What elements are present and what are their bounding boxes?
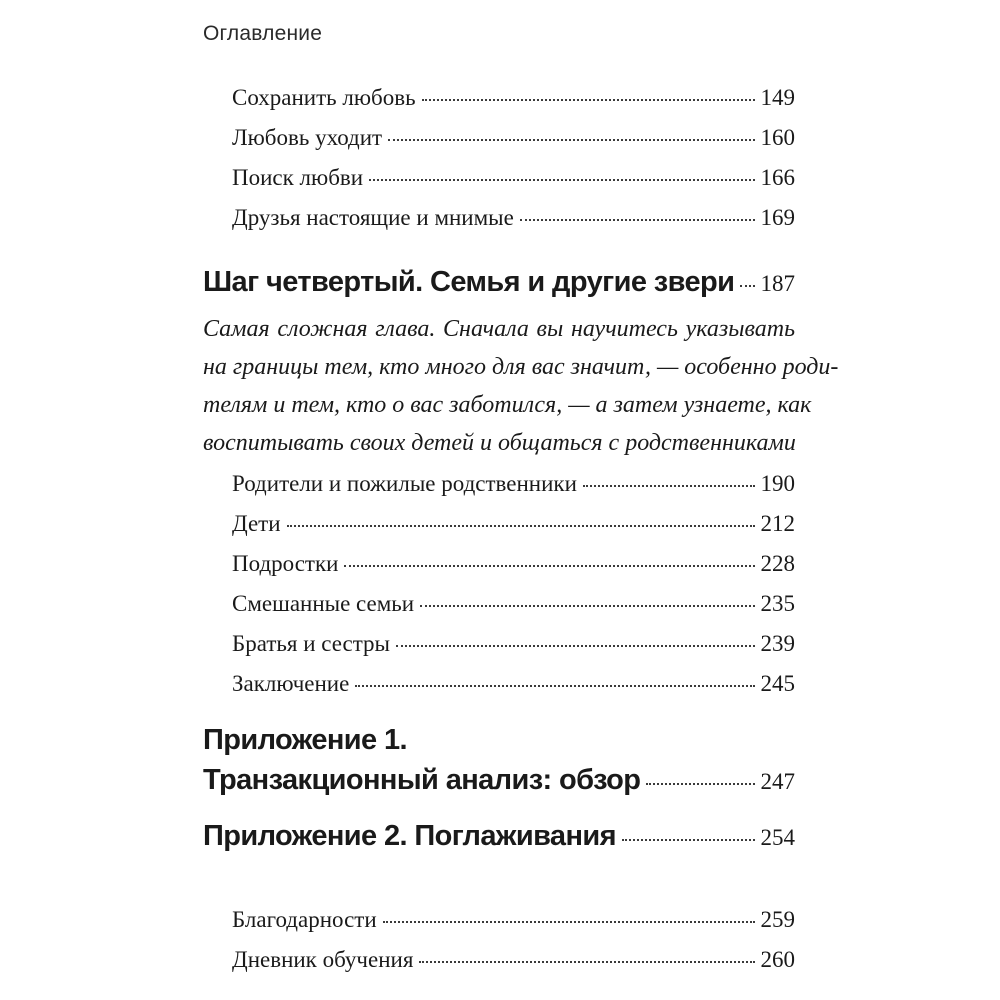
toc-entry[interactable]: [232, 906, 795, 934]
toc-entry[interactable]: [232, 670, 795, 698]
dot-leader: [287, 525, 755, 527]
chapter-title: Транзакционный анализ: обзор: [203, 764, 641, 796]
dot-leader: [622, 839, 755, 841]
toc-entry-title: Братья и сестры: [232, 631, 391, 656]
toc-entry-page: 169: [760, 205, 795, 230]
chapter-description-line: на границы тем, кто много для вас значит, — особенно роди-: [203, 354, 839, 380]
toc-entry-title: Родители и пожилые родственники: [232, 471, 577, 496]
toc-entry[interactable]: [232, 124, 795, 152]
chapter-page: 187: [760, 271, 795, 296]
appendix1-heading-line1[interactable]: Приложение 1.: [203, 724, 407, 756]
toc-entry[interactable]: [232, 630, 795, 658]
toc-entry-page: 190: [760, 471, 795, 496]
appendix2-heading[interactable]: [203, 818, 795, 856]
chapter-description-line: воспитывать своих детей и общаться с родственниками: [203, 430, 796, 456]
toc-entry-title: Поиск любви: [232, 165, 364, 190]
dot-leader: [369, 179, 754, 181]
dot-leader: [388, 139, 754, 141]
dot-leader: [646, 783, 754, 785]
toc-entry-page: 160: [760, 125, 795, 150]
toc-entry-title: Благодарности: [232, 907, 377, 932]
dot-leader: [420, 605, 754, 607]
chapter-page: 254: [760, 825, 795, 850]
toc-entry-title: Подростки: [232, 551, 339, 576]
dot-leader: [422, 99, 755, 101]
toc-entry-page: 228: [760, 551, 795, 576]
toc-entry[interactable]: [232, 946, 795, 974]
toc-entry-page: 245: [760, 671, 795, 696]
toc-entry[interactable]: [232, 204, 795, 232]
toc-entry[interactable]: [232, 84, 795, 112]
chapter-title: Шаг четвертый. Семья и другие звери: [203, 266, 735, 298]
dot-leader: [383, 921, 755, 923]
toc-entry-title: Заключение: [232, 671, 350, 696]
toc-entry[interactable]: [232, 510, 795, 538]
chapter-description-line: Самая сложная глава. Сначала вы научитесь указывать: [203, 316, 795, 342]
appendix1-heading[interactable]: [203, 762, 795, 800]
toc-entry-page: 260: [760, 947, 795, 972]
dot-leader: [520, 219, 755, 221]
toc-entry-page: 259: [760, 907, 795, 932]
toc-entry-page: 149: [760, 85, 795, 110]
toc-entry[interactable]: [232, 590, 795, 618]
toc-entry[interactable]: [232, 164, 795, 192]
toc-entry-title: Дети: [232, 511, 281, 536]
dot-leader: [344, 565, 754, 567]
toc-entry-title: Любовь уходит: [232, 125, 383, 150]
chapter-heading-step4[interactable]: [203, 264, 795, 302]
toc-entry-title: Сохранить любовь: [232, 85, 416, 110]
toc-entry-title: Дневник обучения: [232, 947, 414, 972]
dot-leader: [740, 285, 754, 287]
toc-entry[interactable]: [232, 470, 795, 498]
toc-entry-title: Друзья настоящие и мнимые: [232, 205, 514, 230]
dot-leader: [396, 645, 754, 647]
toc-entry-page: 166: [760, 165, 795, 190]
dot-leader: [583, 485, 755, 487]
toc-entry-page: 239: [760, 631, 795, 656]
chapter-title: Приложение 2. Поглаживания: [203, 820, 616, 852]
running-header: Оглавление: [203, 22, 323, 45]
dot-leader: [355, 685, 754, 687]
toc-entry[interactable]: [232, 550, 795, 578]
toc-entry-page: 235: [760, 591, 795, 616]
chapter-page: 247: [760, 769, 795, 794]
chapter-description-line: телям и тем, кто о вас заботился, — а затем узнаете, как: [203, 392, 812, 418]
dot-leader: [419, 961, 754, 963]
toc-entry-page: 212: [760, 511, 795, 536]
toc-entry-title: Смешанные семьи: [232, 591, 415, 616]
